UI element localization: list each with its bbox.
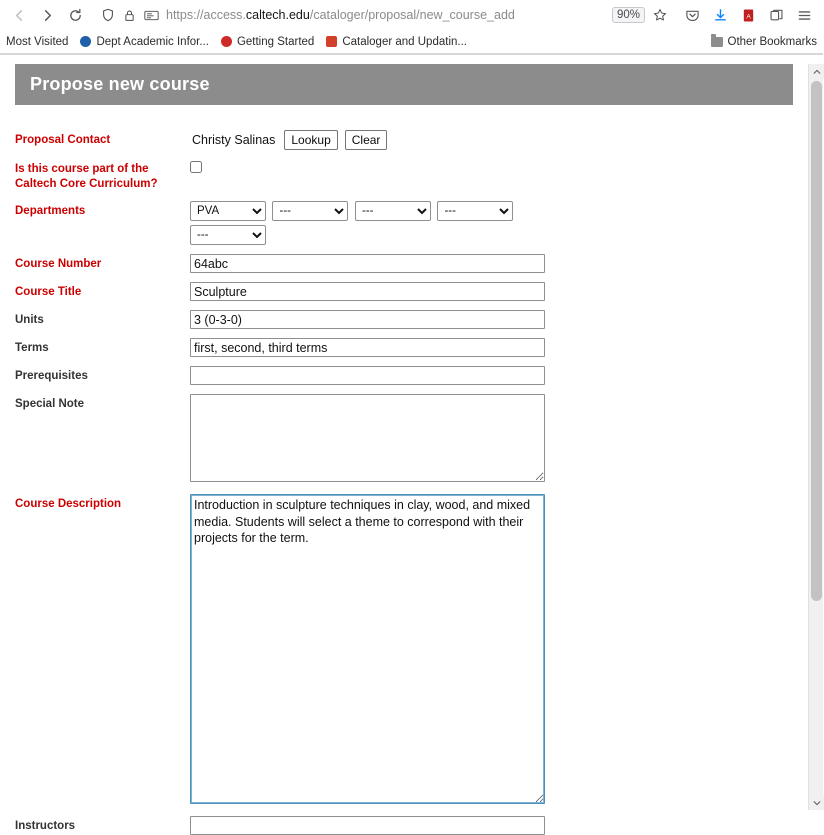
downloads-icon[interactable] xyxy=(707,2,733,28)
form-row-units xyxy=(15,310,808,329)
address-bar[interactable] xyxy=(94,3,673,27)
form-row-departments xyxy=(15,201,808,245)
clear-button[interactable]: Clear xyxy=(345,130,388,150)
course-title-label: Course Title xyxy=(15,286,82,299)
departments-field xyxy=(190,201,808,245)
reload-icon[interactable] xyxy=(62,2,88,28)
proposal-contact-field xyxy=(190,130,808,150)
square-icon xyxy=(326,36,337,47)
bookmark-label: Other Bookmarks xyxy=(727,35,817,48)
new-course-form xyxy=(0,130,808,835)
lookup-button[interactable]: Lookup xyxy=(284,130,337,150)
prerequisites-input[interactable] xyxy=(190,366,545,385)
form-row-course-number xyxy=(15,254,808,273)
reader-view-icon[interactable] xyxy=(144,8,159,23)
units-label: Units xyxy=(15,314,44,327)
lock-icon[interactable] xyxy=(122,8,137,23)
core-curriculum-field xyxy=(190,159,808,176)
page-title-banner xyxy=(15,64,793,105)
bookmark-getting-started[interactable] xyxy=(221,36,314,48)
svg-text:A: A xyxy=(745,12,751,20)
department-select-3[interactable] xyxy=(355,201,431,221)
url-text[interactable] xyxy=(166,8,605,22)
special-note-label: Special Note xyxy=(15,398,85,411)
page-content xyxy=(0,64,808,833)
department-select-2[interactable] xyxy=(272,201,348,221)
form-row-special-note xyxy=(15,394,808,485)
course-number-label: Course Number xyxy=(15,258,102,271)
proposal-contact-value: Christy Salinas xyxy=(192,133,276,148)
form-row-instructors xyxy=(15,816,808,835)
instructors-input[interactable] xyxy=(190,816,545,835)
navigation-toolbar xyxy=(0,0,823,30)
proposal-contact-label: Proposal Contact xyxy=(15,134,111,146)
form-row-terms xyxy=(15,338,808,357)
bookmark-label: Dept Academic Infor... xyxy=(96,35,209,48)
shield-icon[interactable] xyxy=(100,8,115,23)
url-prefix: https://access. xyxy=(166,8,246,22)
pdf-icon[interactable] xyxy=(735,2,761,28)
bookmark-label: Most Visited xyxy=(6,35,69,48)
course-title-input[interactable] xyxy=(190,282,545,301)
blue-dot-icon xyxy=(80,36,91,47)
page-viewport xyxy=(0,64,823,833)
department-select-4[interactable] xyxy=(437,201,513,221)
pocket-icon[interactable] xyxy=(679,2,705,28)
browser-toolbar-icons xyxy=(679,2,817,28)
menu-icon[interactable] xyxy=(791,2,817,28)
form-row-core-curriculum xyxy=(15,159,808,192)
terms-input[interactable] xyxy=(190,338,545,357)
zoom-level-badge[interactable]: 90% xyxy=(612,7,645,23)
departments-label: Departments xyxy=(15,205,86,218)
back-arrow-icon[interactable] xyxy=(6,2,32,28)
folder-icon xyxy=(711,37,723,47)
red-dot-icon xyxy=(221,36,232,47)
bookmark-most-visited[interactable] xyxy=(6,36,68,48)
bookmark-cataloger[interactable] xyxy=(326,36,467,48)
url-path: /cataloger/proposal/new_course_add xyxy=(309,8,515,22)
units-input[interactable] xyxy=(190,310,545,329)
instructors-label: Instructors xyxy=(15,820,76,833)
container-tabs-icon[interactable] xyxy=(763,2,789,28)
browser-chrome xyxy=(0,0,823,55)
form-row-course-description xyxy=(15,494,808,807)
bookmark-other-bookmarks[interactable] xyxy=(711,36,817,48)
special-note-textarea[interactable] xyxy=(190,394,545,482)
form-row-prerequisites xyxy=(15,366,808,385)
course-number-input[interactable] xyxy=(190,254,545,273)
scrollbar-thumb[interactable] xyxy=(811,81,822,601)
form-row-course-title xyxy=(15,282,808,301)
page-title: Propose new course xyxy=(30,74,210,94)
forward-arrow-icon[interactable] xyxy=(34,2,60,28)
chevron-down-icon[interactable] xyxy=(809,795,824,810)
bookmark-dept-academic-info[interactable] xyxy=(80,36,209,48)
star-icon[interactable] xyxy=(652,8,667,23)
core-curriculum-checkbox[interactable] xyxy=(190,161,202,173)
prerequisites-label: Prerequisites xyxy=(15,370,88,383)
bookmarks-toolbar xyxy=(0,30,823,54)
core-curriculum-label: Is this course part of the Caltech Core Curriculum? xyxy=(15,163,158,191)
department-select-5[interactable] xyxy=(190,225,266,245)
department-select-1[interactable] xyxy=(190,201,266,221)
bookmark-label: Getting Started xyxy=(236,35,315,48)
bookmark-label: Cataloger and Updatin... xyxy=(342,35,467,48)
course-description-label: Course Description xyxy=(15,498,122,511)
chevron-up-icon[interactable] xyxy=(809,64,824,79)
terms-label: Terms xyxy=(15,342,49,355)
form-row-proposal-contact xyxy=(15,130,808,150)
url-domain: caltech.edu xyxy=(245,8,310,22)
course-description-textarea[interactable] xyxy=(190,494,545,804)
page-scrollbar[interactable] xyxy=(808,64,823,810)
